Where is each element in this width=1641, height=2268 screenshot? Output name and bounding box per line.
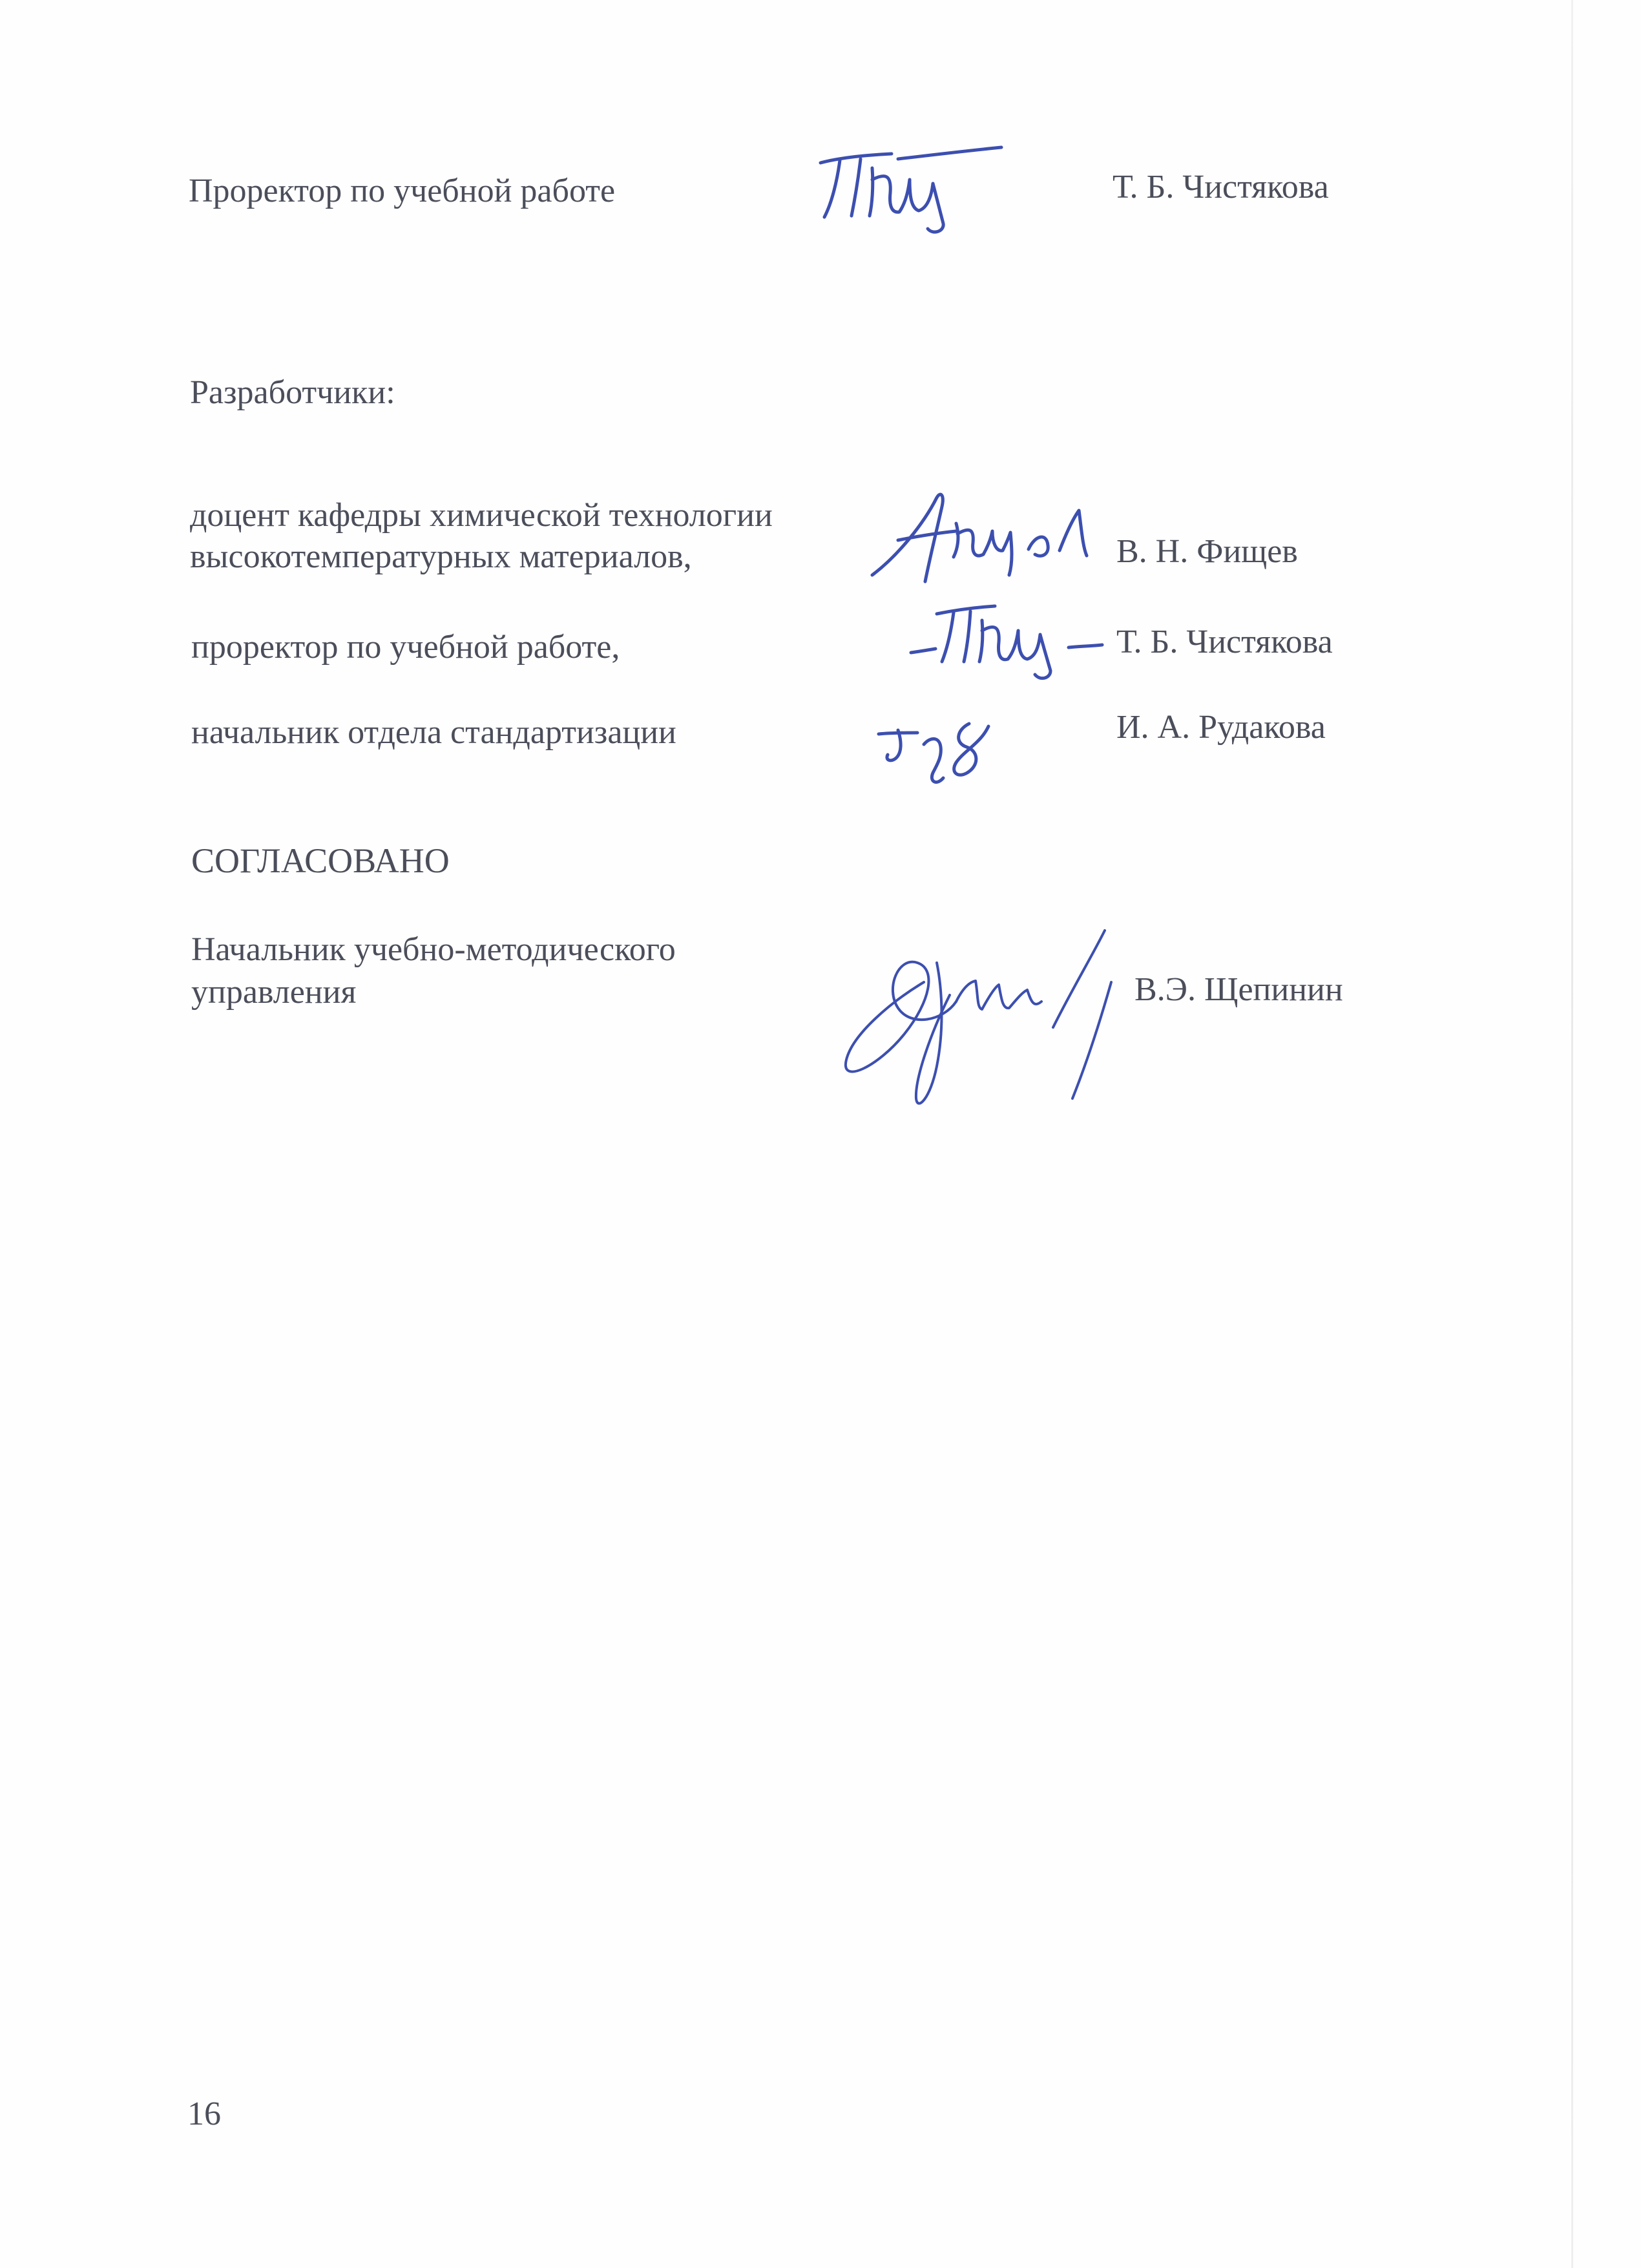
developer-1-position-line1: доцент кафедры химической технологии [190, 497, 773, 534]
signature-shchepinin [840, 905, 1137, 1118]
approval-position: Проректор по учебной работе [189, 173, 616, 209]
agreed-position-line2: управления [191, 974, 357, 1011]
developer-2-name: Т. Б. Чистякова [1116, 624, 1333, 660]
signature-rudakova [872, 711, 1027, 788]
signature-fishchev [859, 478, 1105, 594]
page-number: 16 [187, 2095, 221, 2132]
signature-chistyakova-approval [795, 141, 1014, 238]
developer-3-name: И. А. Рудакова [1116, 709, 1326, 746]
signature-chistyakova-developer [911, 594, 1118, 685]
developer-3-position: начальник отдела стандартизации [191, 714, 676, 751]
developers-heading: Разработчики: [190, 374, 395, 411]
agreed-position-line1: Начальник учебно-методического [191, 931, 676, 968]
developer-2-position: проректор по учебной работе, [191, 629, 620, 666]
agreed-name: В.Э. Щепинин [1134, 971, 1343, 1008]
developer-1-position-line2: высокотемпературных материалов, [190, 538, 692, 575]
developer-1-name: В. Н. Фищев [1116, 533, 1298, 570]
scan-edge-line [1571, 0, 1573, 2268]
approval-name: Т. Б. Чистякова [1113, 169, 1329, 205]
agreed-heading: СОГЛАСОВАНО [191, 841, 450, 880]
